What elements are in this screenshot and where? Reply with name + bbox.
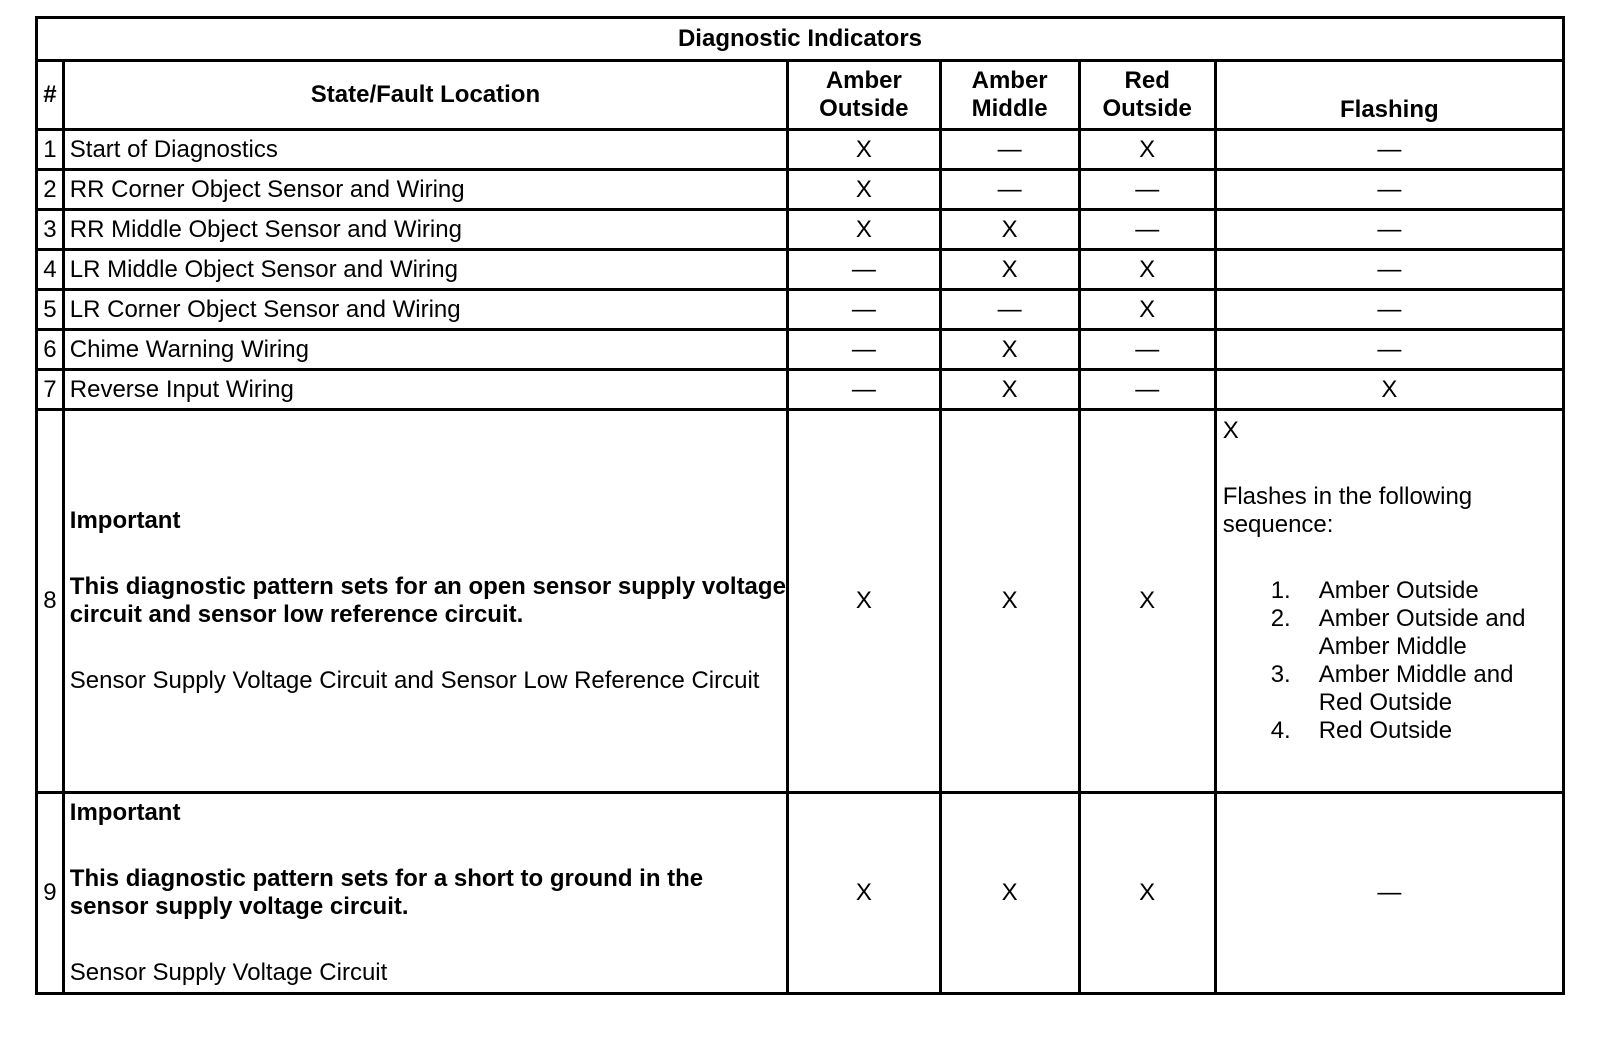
header-red-outside-line1: Red xyxy=(1124,67,1170,94)
row-num: 8 xyxy=(37,410,64,793)
cell-amber-middle: X xyxy=(940,793,1079,994)
cell-red-outside: X xyxy=(1079,410,1215,793)
cell-flashing xyxy=(1215,410,1563,793)
cell-amber-middle: — xyxy=(940,290,1079,330)
cell-amber-outside: — xyxy=(788,250,940,290)
cell-amber-middle: — xyxy=(940,130,1079,170)
cell-red-outside: — xyxy=(1079,370,1215,410)
row-location: Sensor Supply Voltage Circuit and Sensor Low Reference Circuit xyxy=(69,667,760,694)
header-amber-outside-line1: Amber xyxy=(825,67,902,94)
row-num: 1 xyxy=(37,130,64,170)
important-label: Important xyxy=(69,799,181,826)
important-note: This diagnostic pattern sets for a short to ground in the sensor supply voltage circuit. xyxy=(69,865,704,920)
table-row xyxy=(37,130,1564,170)
row-num: 2 xyxy=(37,170,64,210)
sequence-index: 4. xyxy=(1270,717,1291,744)
row-num: 9 xyxy=(37,793,64,994)
row-location: Sensor Supply Voltage Circuit xyxy=(69,959,388,986)
row-location: RR Corner Object Sensor and Wiring xyxy=(63,170,787,210)
cell-red-outside: — xyxy=(1079,170,1215,210)
cell-flashing: X xyxy=(1215,370,1563,410)
sequence-index: 1. xyxy=(1270,577,1291,604)
header-amber-middle-line1: Amber xyxy=(971,67,1048,94)
cell-amber-middle: X xyxy=(940,370,1079,410)
row-num: 4 xyxy=(37,250,64,290)
cell-amber-middle: X xyxy=(940,410,1079,793)
cell-red-outside: — xyxy=(1079,330,1215,370)
table-row xyxy=(37,793,1564,994)
sequence-index: 3. xyxy=(1270,661,1291,688)
cell-amber-outside: X xyxy=(788,130,940,170)
cell-amber-middle: X xyxy=(940,210,1079,250)
header-red-outside-line2: Outside xyxy=(1102,95,1192,122)
header-amber-outside-line2: Outside xyxy=(819,95,909,122)
cell-flashing: — xyxy=(1215,170,1563,210)
header-num: # xyxy=(37,61,64,130)
cell-amber-outside: X xyxy=(788,410,940,793)
table-row xyxy=(37,370,1564,410)
row-location: Start of Diagnostics xyxy=(63,130,787,170)
row-location: RR Middle Object Sensor and Wiring xyxy=(63,210,787,250)
sequence-text: Red Outside xyxy=(1318,717,1453,744)
cell-flashing: — xyxy=(1215,130,1563,170)
row-num: 7 xyxy=(37,370,64,410)
list-item xyxy=(1271,577,1556,605)
table-title: Diagnostic Indicators xyxy=(37,18,1564,61)
table-row xyxy=(37,410,1564,793)
important-label: Important xyxy=(69,507,181,534)
important-note: This diagnostic pattern sets for an open sensor supply voltage circuit and sensor low reference circuit. xyxy=(69,573,786,628)
header-amber-middle-line2: Middle xyxy=(971,95,1048,122)
cell-flashing: — xyxy=(1215,330,1563,370)
flash-sequence-list xyxy=(1271,577,1556,745)
sequence-text: Amber Outside xyxy=(1318,577,1479,604)
sequence-text: Amber Middle and Red Outside xyxy=(1318,661,1514,716)
list-item xyxy=(1271,661,1556,717)
header-amber-middle xyxy=(940,61,1079,130)
row-location-block xyxy=(63,793,787,994)
cell-flashing: — xyxy=(1215,250,1563,290)
table-row xyxy=(37,290,1564,330)
cell-red-outside: X xyxy=(1079,130,1215,170)
list-item xyxy=(1271,717,1556,745)
cell-amber-outside: — xyxy=(788,330,940,370)
cell-red-outside: X xyxy=(1079,793,1215,994)
cell-amber-middle: X xyxy=(940,330,1079,370)
flashing-mark: X xyxy=(1222,417,1239,444)
list-item xyxy=(1271,605,1556,661)
header-amber-outside xyxy=(788,61,940,130)
row-num: 6 xyxy=(37,330,64,370)
row-num: 5 xyxy=(37,290,64,330)
cell-flashing: — xyxy=(1215,793,1563,994)
table-row xyxy=(37,170,1564,210)
row-location: LR Corner Object Sensor and Wiring xyxy=(63,290,787,330)
row-location: Reverse Input Wiring xyxy=(63,370,787,410)
cell-red-outside: X xyxy=(1079,290,1215,330)
header-row xyxy=(37,61,1564,130)
cell-red-outside: — xyxy=(1079,210,1215,250)
row-location: LR Middle Object Sensor and Wiring xyxy=(63,250,787,290)
cell-amber-middle: — xyxy=(940,170,1079,210)
header-red-outside xyxy=(1079,61,1215,130)
row-num: 3 xyxy=(37,210,64,250)
cell-amber-outside: X xyxy=(788,210,940,250)
cell-flashing: — xyxy=(1215,210,1563,250)
row-location: Chime Warning Wiring xyxy=(63,330,787,370)
header-flashing: Flashing xyxy=(1215,61,1563,130)
table-row xyxy=(37,250,1564,290)
row-location-block xyxy=(63,410,787,793)
sequence-index: 2. xyxy=(1270,605,1291,632)
sequence-text: Amber Outside and Amber Middle xyxy=(1318,605,1526,660)
cell-amber-outside: — xyxy=(788,370,940,410)
cell-amber-outside: X xyxy=(788,793,940,994)
diagnostic-indicators-table xyxy=(35,16,1565,995)
cell-amber-outside: X xyxy=(788,170,940,210)
header-location: State/Fault Location xyxy=(63,61,787,130)
table-row xyxy=(37,210,1564,250)
cell-red-outside: X xyxy=(1079,250,1215,290)
cell-amber-outside: — xyxy=(788,290,940,330)
table-row xyxy=(37,330,1564,370)
cell-amber-middle: X xyxy=(940,250,1079,290)
flashing-intro: Flashes in the following sequence: xyxy=(1222,483,1473,538)
cell-flashing: — xyxy=(1215,290,1563,330)
